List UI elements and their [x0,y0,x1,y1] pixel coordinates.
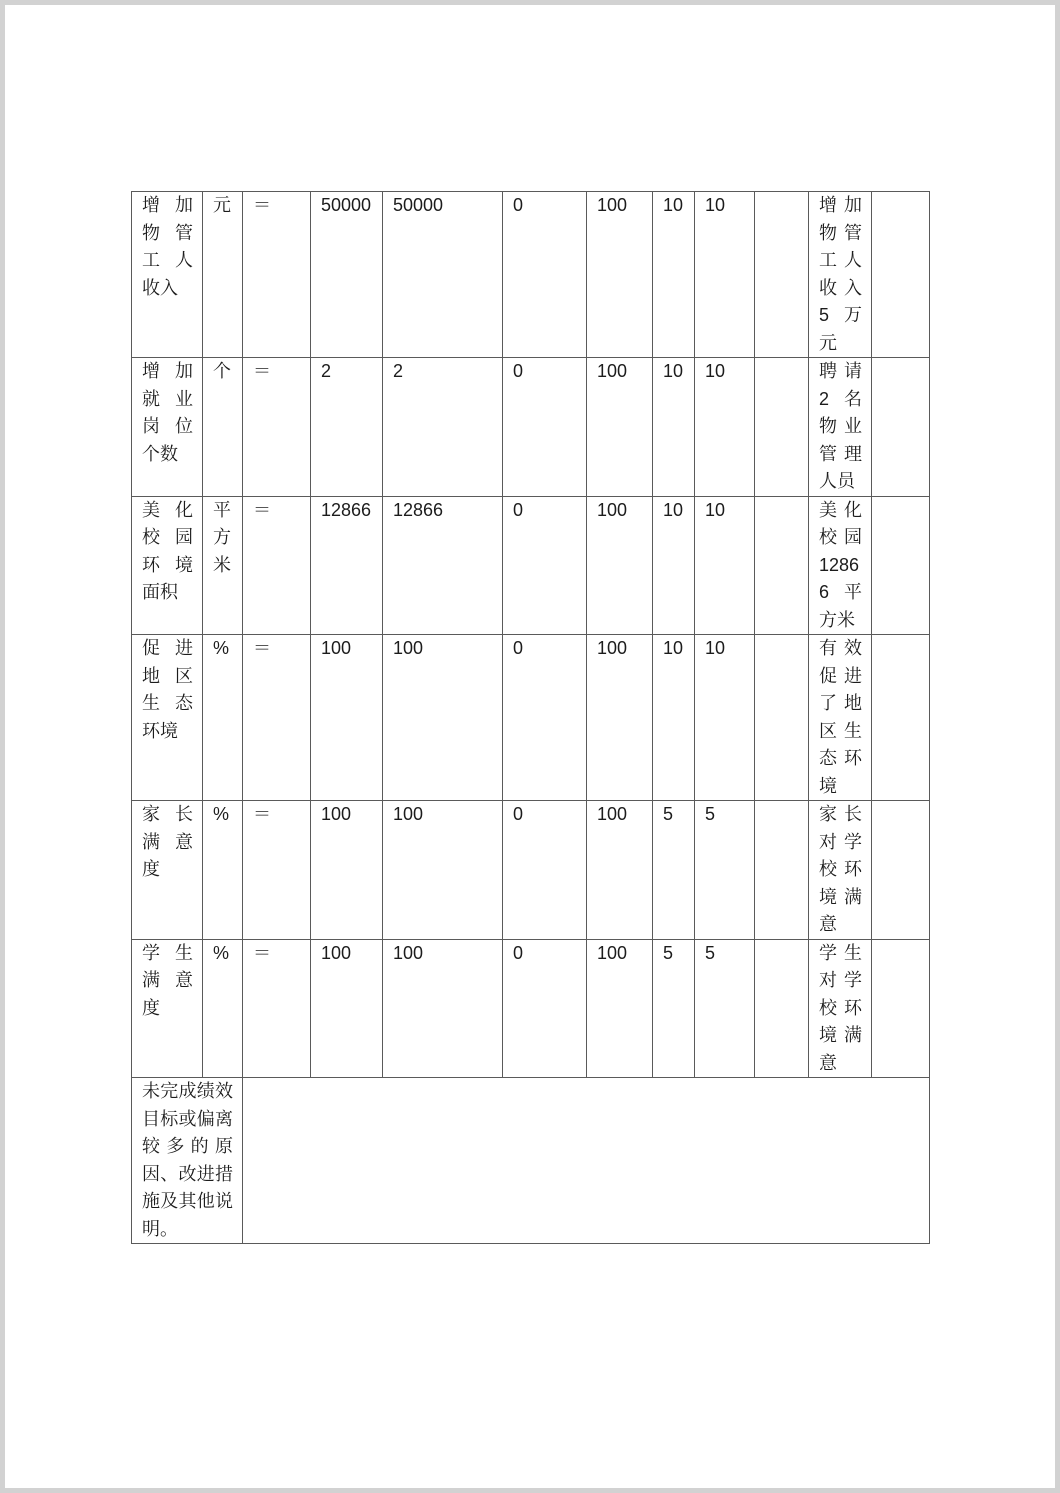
cell-target: 100 [311,801,383,940]
cell-extra [755,496,809,635]
cell-score: 10 [695,635,755,801]
table-row [132,192,930,358]
footer-row [132,1078,930,1244]
cell-score: 10 [695,192,755,358]
cell-deviation: 0 [503,635,587,801]
cell-name: 增加就业岗位个数 [132,358,203,497]
cell-deviation: 0 [503,801,587,940]
cell-rate: 100 [587,939,653,1078]
cell-target: 2 [311,358,383,497]
cell-remark [872,801,930,940]
cell-op: ＝ [243,939,311,1078]
cell-unit: 元 [203,192,243,358]
table-row [132,358,930,497]
table-row [132,801,930,940]
cell-target: 50000 [311,192,383,358]
cell-score: 10 [695,358,755,497]
cell-extra [755,358,809,497]
cell-weight: 5 [653,801,695,940]
cell-remark [872,635,930,801]
cell-name: 促进地区生态环境 [132,635,203,801]
cell-op: ＝ [243,358,311,497]
cell-unit: 个 [203,358,243,497]
cell-name: 增加物管工人收入 [132,192,203,358]
cell-actual: 100 [383,801,503,940]
cell-actual: 2 [383,358,503,497]
cell-extra [755,635,809,801]
performance-indicator-table [131,191,930,1244]
cell-score: 5 [695,939,755,1078]
cell-actual: 100 [383,939,503,1078]
cell-target: 100 [311,939,383,1078]
cell-name: 家长满意度 [132,801,203,940]
cell-op: ＝ [243,801,311,940]
cell-rate: 100 [587,192,653,358]
cell-unit: % [203,801,243,940]
table-row [132,939,930,1078]
cell-deviation: 0 [503,192,587,358]
cell-actual: 50000 [383,192,503,358]
cell-note: 家长对学校环境满意 [809,801,872,940]
notes-content [243,1078,930,1244]
table-row [132,496,930,635]
cell-rate: 100 [587,358,653,497]
cell-note: 增加物管工人收入5万元 [809,192,872,358]
cell-deviation: 0 [503,358,587,497]
cell-name: 美化校园环境面积 [132,496,203,635]
cell-op: ＝ [243,635,311,801]
cell-weight: 10 [653,358,695,497]
cell-note: 有效促进了地区生态环境 [809,635,872,801]
cell-rate: 100 [587,801,653,940]
cell-rate: 100 [587,496,653,635]
cell-extra [755,192,809,358]
notes-label: 未完成绩效目标或偏离较多的原因、改进措施及其他说明。 [132,1078,243,1244]
cell-note: 美化校园12866平方米 [809,496,872,635]
cell-weight: 10 [653,635,695,801]
cell-extra [755,939,809,1078]
cell-op: ＝ [243,192,311,358]
document-page [5,5,1055,1488]
cell-deviation: 0 [503,939,587,1078]
cell-weight: 5 [653,939,695,1078]
cell-score: 5 [695,801,755,940]
table-body [132,192,930,1244]
cell-remark [872,496,930,635]
cell-unit: % [203,939,243,1078]
cell-remark [872,192,930,358]
cell-extra [755,801,809,940]
cell-name: 学生满意度 [132,939,203,1078]
cell-weight: 10 [653,496,695,635]
cell-target: 12866 [311,496,383,635]
cell-note: 聘请2名物业管理人员 [809,358,872,497]
cell-weight: 10 [653,192,695,358]
cell-rate: 100 [587,635,653,801]
cell-deviation: 0 [503,496,587,635]
cell-op: ＝ [243,496,311,635]
cell-unit: 平方米 [203,496,243,635]
cell-remark [872,358,930,497]
cell-unit: % [203,635,243,801]
cell-remark [872,939,930,1078]
cell-actual: 12866 [383,496,503,635]
table-row [132,635,930,801]
cell-note: 学生对学校环境满意 [809,939,872,1078]
cell-target: 100 [311,635,383,801]
cell-actual: 100 [383,635,503,801]
cell-score: 10 [695,496,755,635]
